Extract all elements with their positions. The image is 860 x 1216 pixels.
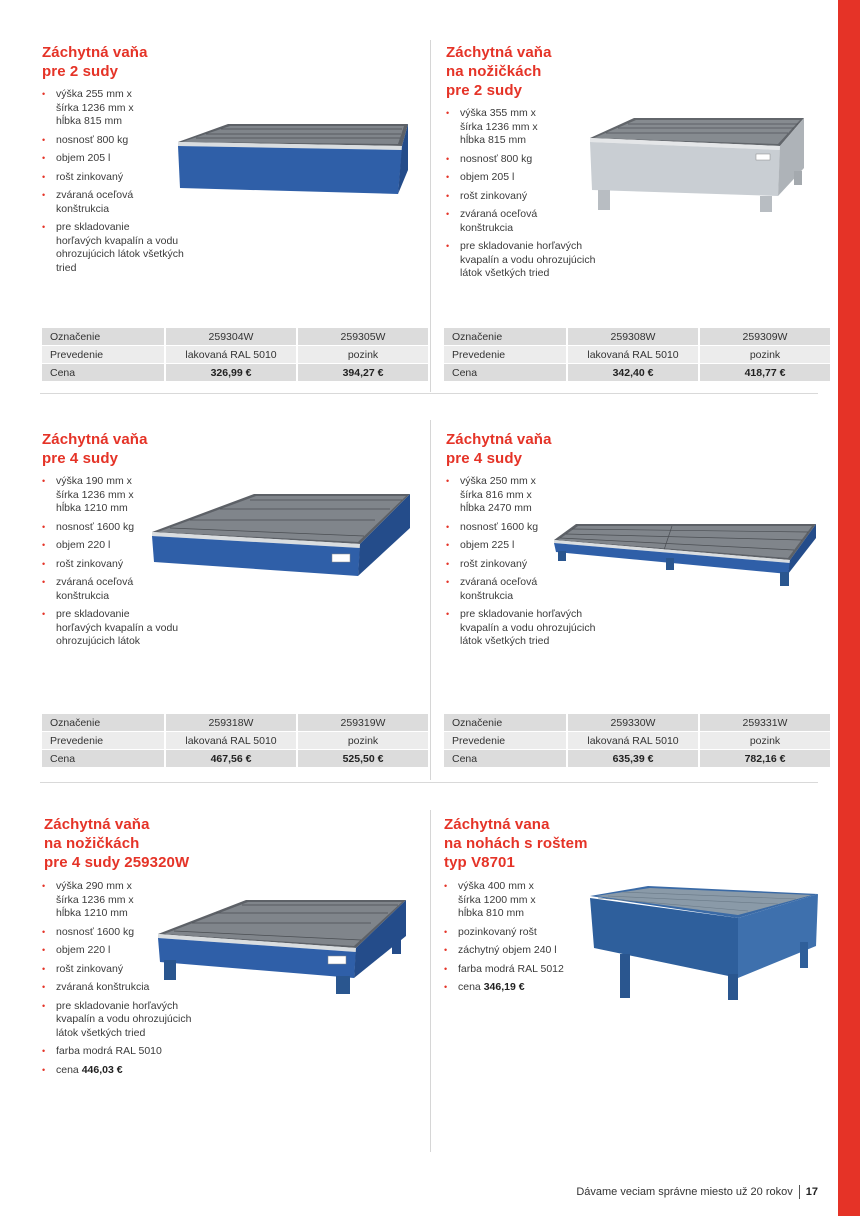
product-title: Záchytná vana na nohách s roštem typ V8701 <box>444 816 588 871</box>
footer-slogan: Dávame veciam správne miesto už 20 rokov <box>576 1186 793 1198</box>
page-footer <box>576 1185 818 1199</box>
spec-item: • výška 255 mm x šírka 1236 mm x hĺbka 815 mm <box>42 88 212 129</box>
spec-item: • farba modrá RAL 5012 <box>444 963 594 977</box>
price-value: 346,19 € <box>483 981 525 993</box>
spec-item: • nosnosť 1600 kg <box>446 521 621 535</box>
cell: lakovaná RAL 5010 <box>567 732 699 750</box>
row-label: Označenie <box>42 328 165 346</box>
page-number: 17 <box>805 1186 818 1198</box>
spec-item: • rošt zinkovaný <box>446 558 621 572</box>
cell: 259308W <box>567 328 699 346</box>
column-divider <box>430 420 431 780</box>
spec-item: • objem 205 l <box>42 152 212 166</box>
spill-tray-image <box>150 492 412 578</box>
product-title: Záchytná vaňa pre 4 sudy <box>446 431 552 467</box>
product-title: Záchytná vaňa pre 4 sudy <box>42 431 148 467</box>
spec-item: • zváraná oceľová konštrukcia <box>42 189 212 216</box>
spec-item: • výška 290 mm x šírka 1236 mm x hĺbka 1210 mm <box>42 880 217 921</box>
price-cell: 782,16 € <box>699 750 831 768</box>
row-label: Cena <box>444 750 567 768</box>
price-item <box>42 1064 217 1078</box>
cell: lakovaná RAL 5010 <box>165 346 297 364</box>
spec-item: • zváraná oceľová konštrukcia <box>446 576 621 603</box>
cell: lakovaná RAL 5010 <box>165 732 297 750</box>
spec-item: • pre skladovanie horľavých kvapalín a vodu ohrozujúcich látok všetkých tried <box>42 221 212 275</box>
row-label: Prevedenie <box>42 732 165 750</box>
cell: 259304W <box>165 328 297 346</box>
product-title: Záchytná vaňa na nožičkách pre 2 sudy <box>446 44 552 99</box>
spec-item: • nosnosť 1600 kg <box>42 926 217 940</box>
spec-item: • rošt zinkovaný <box>42 171 212 185</box>
row-divider <box>40 393 818 394</box>
spec-item: • pozinkovaný rošt <box>444 926 594 940</box>
spec-item: • objem 205 l <box>446 171 621 185</box>
cell: 259319W <box>297 714 429 732</box>
row-label: Prevedenie <box>42 346 165 364</box>
spec-item: • pre skladovanie horľavých kvapalín a vodu ohrozujúcich látok <box>42 608 212 649</box>
row-label: Cena <box>42 364 165 382</box>
row-label: Označenie <box>42 714 165 732</box>
price-table <box>444 328 832 382</box>
spec-item: • výška 355 mm x šírka 1236 mm x hĺbka 815 mm <box>446 107 621 148</box>
price-table <box>42 714 430 768</box>
row-divider <box>40 782 818 783</box>
spec-item: • zváraná oceľová konštrukcia <box>446 208 621 235</box>
zinc-spill-tray-image <box>588 116 808 214</box>
footer-separator <box>799 1185 800 1199</box>
cell: 259305W <box>297 328 429 346</box>
spec-item: • nosnosť 800 kg <box>42 134 212 148</box>
cell: lakovaná RAL 5010 <box>567 346 699 364</box>
spec-item: • záchytný objem 240 l <box>444 944 594 958</box>
side-accent-bar <box>838 0 860 1216</box>
column-divider <box>430 40 431 392</box>
spec-item: • rošt zinkovaný <box>42 963 217 977</box>
price-cell: 467,56 € <box>165 750 297 768</box>
cell: pozink <box>699 346 831 364</box>
spill-tray-image <box>176 122 412 196</box>
row-label: Prevedenie <box>444 346 567 364</box>
spec-list <box>444 880 594 1000</box>
long-spill-tray-image <box>552 518 818 588</box>
spec-item: • výška 250 mm x šírka 816 mm x hĺbka 2470 mm <box>446 475 621 516</box>
price-cell: 326,99 € <box>165 364 297 382</box>
spec-item: • nosnosť 800 kg <box>446 153 621 167</box>
product-title: Záchytná vaňa pre 2 sudy <box>42 44 148 80</box>
price-table <box>42 328 430 382</box>
spec-item: • rošt zinkovaný <box>446 190 621 204</box>
price-cell: 418,77 € <box>699 364 831 382</box>
spec-item: • pre skladovanie horľavých kvapalín a vodu ohrozujúcich látok všetkých tried <box>446 608 621 649</box>
price-cell: 342,40 € <box>567 364 699 382</box>
price-item <box>444 981 594 995</box>
price-value: 446,03 € <box>81 1063 123 1076</box>
cell: pozink <box>699 732 831 750</box>
blue-spill-tray-on-legs-image <box>588 884 820 1002</box>
spec-item: • objem 220 l <box>42 539 212 553</box>
spec-item: • nosnosť 1600 kg <box>42 521 212 535</box>
spec-item: • objem 220 l <box>42 944 217 958</box>
spec-item: • zváraná konštrukcia <box>42 981 217 995</box>
cell: pozink <box>297 732 429 750</box>
row-label: Označenie <box>444 714 567 732</box>
cell: 259331W <box>699 714 831 732</box>
price-cell: 525,50 € <box>297 750 429 768</box>
price-cell: 635,39 € <box>567 750 699 768</box>
spec-item: • pre skladovanie horľavých kvapalín a vodu ohrozujúcich látok všetkých tried <box>42 1000 217 1041</box>
spec-item: • farba modrá RAL 5010 <box>42 1045 217 1059</box>
row-label: Cena <box>42 750 165 768</box>
price-cell: 394,27 € <box>297 364 429 382</box>
spill-tray-on-legs-image <box>156 898 408 996</box>
cell: pozink <box>297 346 429 364</box>
row-label: Prevedenie <box>444 732 567 750</box>
cell: 259309W <box>699 328 831 346</box>
spec-item: • zváraná oceľová konštrukcia <box>42 576 212 603</box>
spec-item: • pre skladovanie horľavých kvapalín a vodu ohrozujúcich látok všetkých tried <box>446 240 621 281</box>
row-label: Cena <box>444 364 567 382</box>
cell: 259318W <box>165 714 297 732</box>
spec-item: • rošt zinkovaný <box>42 558 212 572</box>
row-label: Označenie <box>444 328 567 346</box>
spec-item: • výška 400 mm x šírka 1200 mm x hĺbka 810 mm <box>444 880 594 921</box>
spec-item: • objem 225 l <box>446 539 621 553</box>
cell: 259330W <box>567 714 699 732</box>
price-label: cena <box>56 1063 79 1076</box>
price-table <box>444 714 832 768</box>
spec-item: • výška 190 mm x šírka 1236 mm x hĺbka 1210 mm <box>42 475 212 516</box>
product-title: Záchytná vaňa na nožičkách pre 4 sudy 259320W <box>44 816 190 871</box>
column-divider <box>430 810 431 1152</box>
price-label: cena <box>458 981 481 993</box>
